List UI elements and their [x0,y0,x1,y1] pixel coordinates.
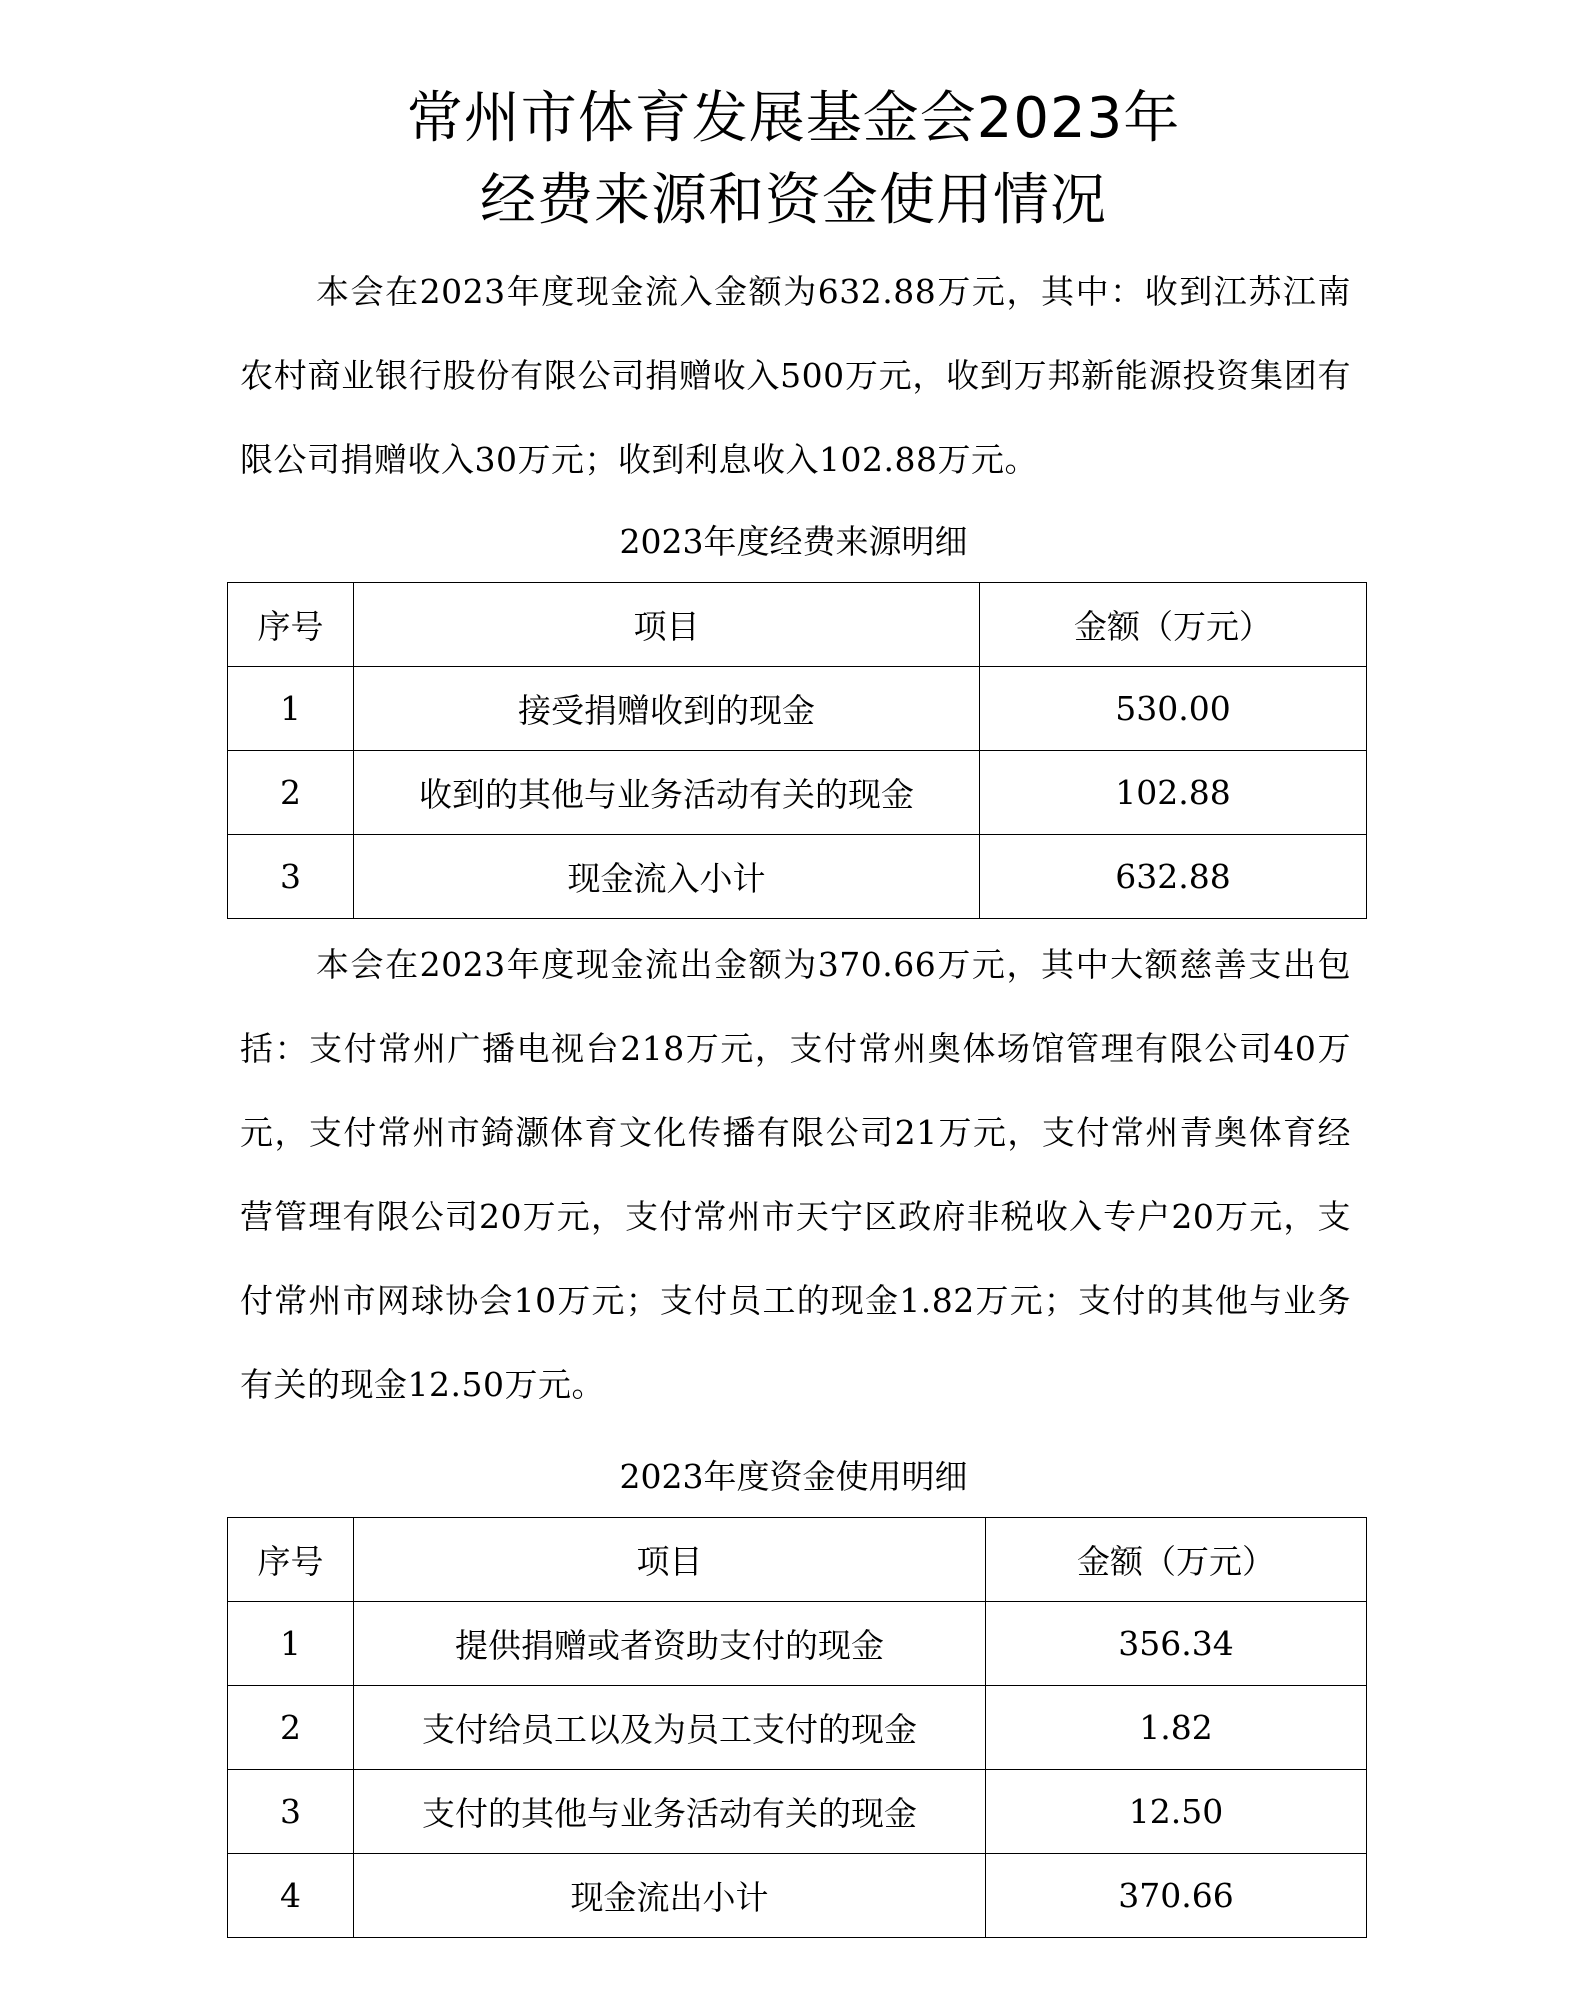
income-table-header-row [228,583,1367,667]
cell-amount: 370.66 [986,1854,1367,1938]
cell-amount: 102.88 [980,751,1367,835]
table-row [228,1686,1367,1770]
income-summary-paragraph: 本会在2023年度现金流入金额为632.88万元，其中：收到江苏江南农村商业银行股份有限公司捐赠收入500万元，收到万邦新能源投资集团有限公司捐赠收入30万元；收到利息收入102.88万元。 [240,272,1351,479]
header-amount: 金额（万元） [980,583,1367,667]
table-row [228,1854,1367,1938]
header-item: 项目 [354,1518,986,1602]
cell-amount: 632.88 [980,835,1367,919]
income-table-caption: 2023年度经费来源明细 [619,522,968,561]
income-table [227,582,1367,919]
cell-seq: 3 [228,835,354,919]
header-amount: 金额（万元） [986,1518,1367,1602]
cell-item: 收到的其他与业务活动有关的现金 [354,751,980,835]
cell-seq: 1 [228,667,354,751]
cell-item: 现金流入小计 [354,835,980,919]
expense-table-caption: 2023年度资金使用明细 [619,1457,968,1496]
cell-amount: 356.34 [986,1602,1367,1686]
cell-item: 提供捐赠或者资助支付的现金 [354,1602,986,1686]
title-line-2: 经费来源和资金使用情况 [480,168,1107,233]
expense-summary-paragraph: 本会在2023年度现金流出金额为370.66万元，其中大额慈善支出包括：支付常州广播电视台218万元，支付常州奥体场馆管理有限公司40万元，支付常州市錡灏体育文化传播有限公司21万元，支付常州青奥体育经营管理有限公司20万元，支付常州市天宁区政府非税收入专户20万元，支付常州市网球协会10万元；支付员工的现金1.82万元；支付的其他与业务有关的现金12.50万元。 [240,945,1351,1404]
header-seq: 序号 [228,583,354,667]
table-row [228,751,1367,835]
cell-amount: 12.50 [986,1770,1367,1854]
cell-item: 支付的其他与业务活动有关的现金 [354,1770,986,1854]
expense-table [227,1517,1367,1938]
header-item: 项目 [354,583,980,667]
cell-amount: 1.82 [986,1686,1367,1770]
cell-amount: 530.00 [980,667,1367,751]
cell-seq: 3 [228,1770,354,1854]
cell-item: 现金流出小计 [354,1854,986,1938]
cell-item: 接受捐赠收到的现金 [354,667,980,751]
table-row [228,667,1367,751]
document-title [200,78,1387,242]
table-row [228,1770,1367,1854]
title-line-1: 常州市体育发展基金会2023年 [406,86,1181,151]
cell-seq: 2 [228,751,354,835]
table-row [228,835,1367,919]
header-seq: 序号 [228,1518,354,1602]
cell-seq: 2 [228,1686,354,1770]
expense-table-header-row [228,1518,1367,1602]
cell-item: 支付给员工以及为员工支付的现金 [354,1686,986,1770]
cell-seq: 4 [228,1854,354,1938]
table-row [228,1602,1367,1686]
cell-seq: 1 [228,1602,354,1686]
